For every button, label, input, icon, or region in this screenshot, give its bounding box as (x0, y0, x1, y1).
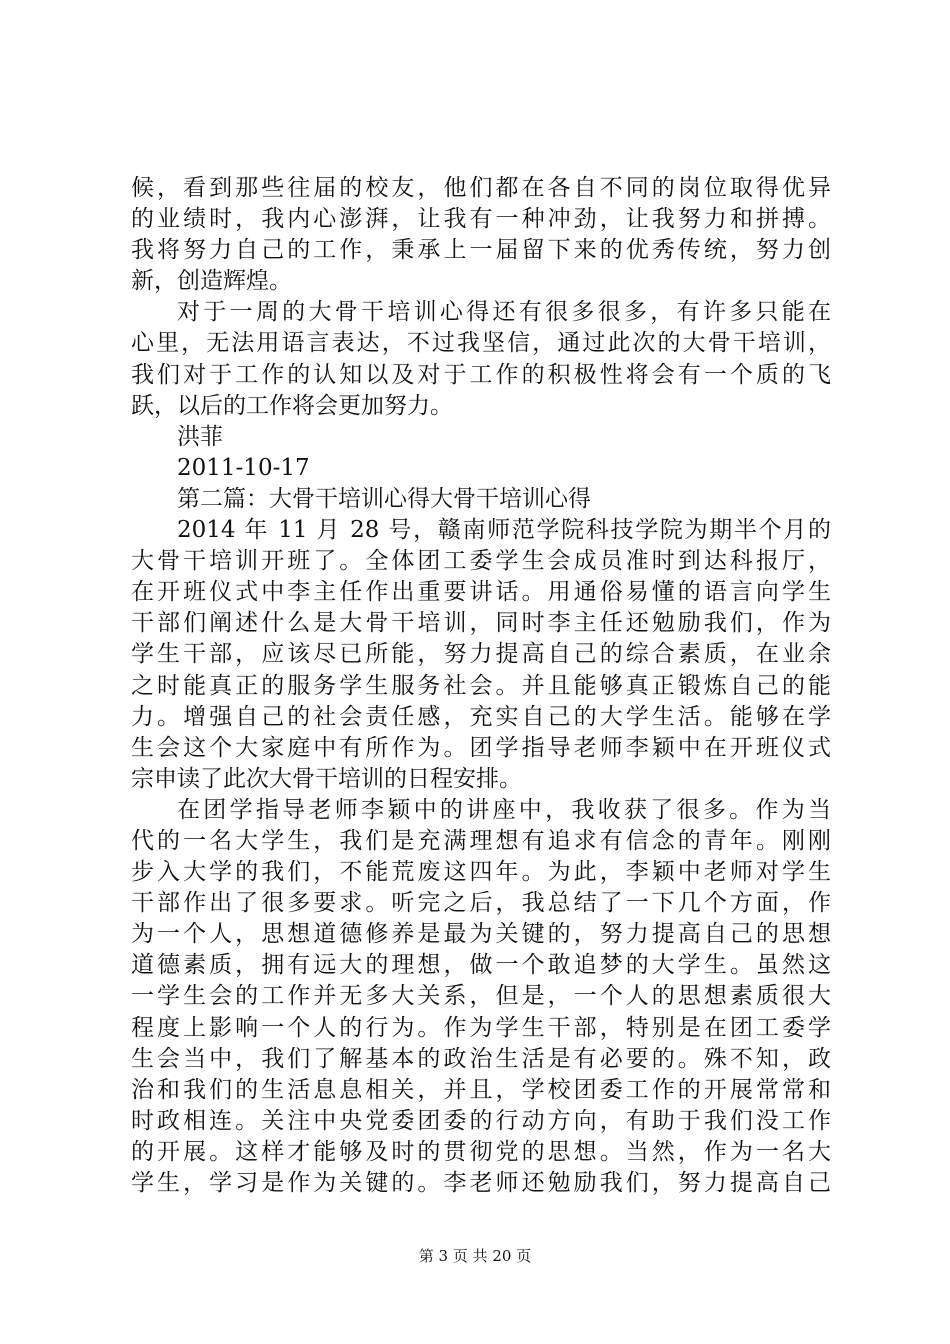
text-line: 宗申读了此次大骨干培训的日程安排。 (131, 765, 522, 792)
text-line: 我们对于工作的认知以及对于工作的积极性将会有一个质的飞 (131, 361, 831, 388)
text-line: 大骨干培训开班了。全体团工委学生会成员准时到达科报厅， (131, 548, 831, 575)
text-line: 一学生会的工作并无多大关系，但是，一个人的思想素质很大 (131, 983, 831, 1010)
text-line: 之时能真正的服务学生服务社会。并且能够真正锻炼自己的能 (131, 672, 831, 699)
text-line: 的业绩时，我内心澎湃，让我有一种冲劲，让我努力和拼搏。 (131, 206, 831, 233)
text-line: 2011-10-17 (177, 454, 310, 481)
text-line: 代的一名大学生，我们是充满理想有追求有信念的青年。刚刚 (131, 827, 831, 854)
text-line: 生会当中，我们了解基本的政治生活是有必要的。殊不知，政 (131, 1045, 831, 1072)
text-line: 学生，学习是作为关键的。李老师还勉励我们，努力提高自己 (131, 1170, 831, 1196)
text-line: 洪菲 (177, 423, 223, 450)
text-line: 的开展。这样才能够及时的贯彻党的思想。当然，作为一名大 (131, 1138, 831, 1165)
text-line: 干部作出了很多要求。听完之后，我总结了一下几个方面，作 (131, 890, 831, 917)
text-line: 为一个人，思想道德修养是最为关键的，努力提高自己的思想 (131, 921, 831, 948)
text-line: 道德素质，拥有远大的理想，做一个敢追梦的大学生。虽然这 (131, 952, 831, 979)
text-line: 生会这个大家庭中有所作为。团学指导老师李颖中在开班仪式 (131, 734, 831, 761)
text-line: 干部们阐述什么是大骨干培训，同时李主任还勉励我们，作为 (131, 610, 831, 637)
text-line: 新，创造辉煌。 (131, 268, 292, 295)
document-body (131, 173, 831, 1199)
text-line: 在开班仪式中李主任作出重要讲话。用通俗易懂的语言向学生 (131, 579, 831, 606)
text-line: 学生干部，应该尽已所能，努力提高自己的综合素质，在业余 (131, 641, 831, 668)
text-line: 我将努力自己的工作，秉承上一届留下来的优秀传统，努力创 (131, 237, 831, 264)
text-line: 2014 年 11 月 28 号，赣南师范学院科技学院为期半个月的 (177, 517, 831, 544)
text-line: 治和我们的生活息息相关，并且，学校团委工作的开展常常和 (131, 1076, 831, 1103)
text-line: 力。增强自己的社会责任感，充实自己的大学生活。能够在学 (131, 703, 831, 730)
text-line: 候，看到那些往届的校友，他们都在各自不同的岗位取得优异 (131, 175, 831, 201)
text-line: 对于一周的大骨干培训心得还有很多很多，有许多只能在 (177, 299, 831, 326)
text-line: 第二篇：大骨干培训心得大骨干培训心得 (177, 485, 591, 512)
text-line: 跃，以后的工作将会更加努力。 (131, 392, 453, 419)
text-line: 时政相连。关注中央党委团委的行动方向，有助于我们没工作 (131, 1107, 831, 1134)
text-line: 步入大学的我们，不能荒废这四年。为此，李颖中老师对学生 (131, 859, 831, 886)
text-line: 在团学指导老师李颖中的讲座中，我收获了很多。作为当 (177, 796, 831, 823)
page-footer: 第 3 页 共 20 页 (418, 1247, 532, 1265)
text-line: 程度上影响一个人的行为。作为学生干部，特别是在团工委学 (131, 1014, 831, 1041)
text-line: 心里，无法用语言表达，不过我坚信，通过此次的大骨干培训， (131, 330, 831, 357)
